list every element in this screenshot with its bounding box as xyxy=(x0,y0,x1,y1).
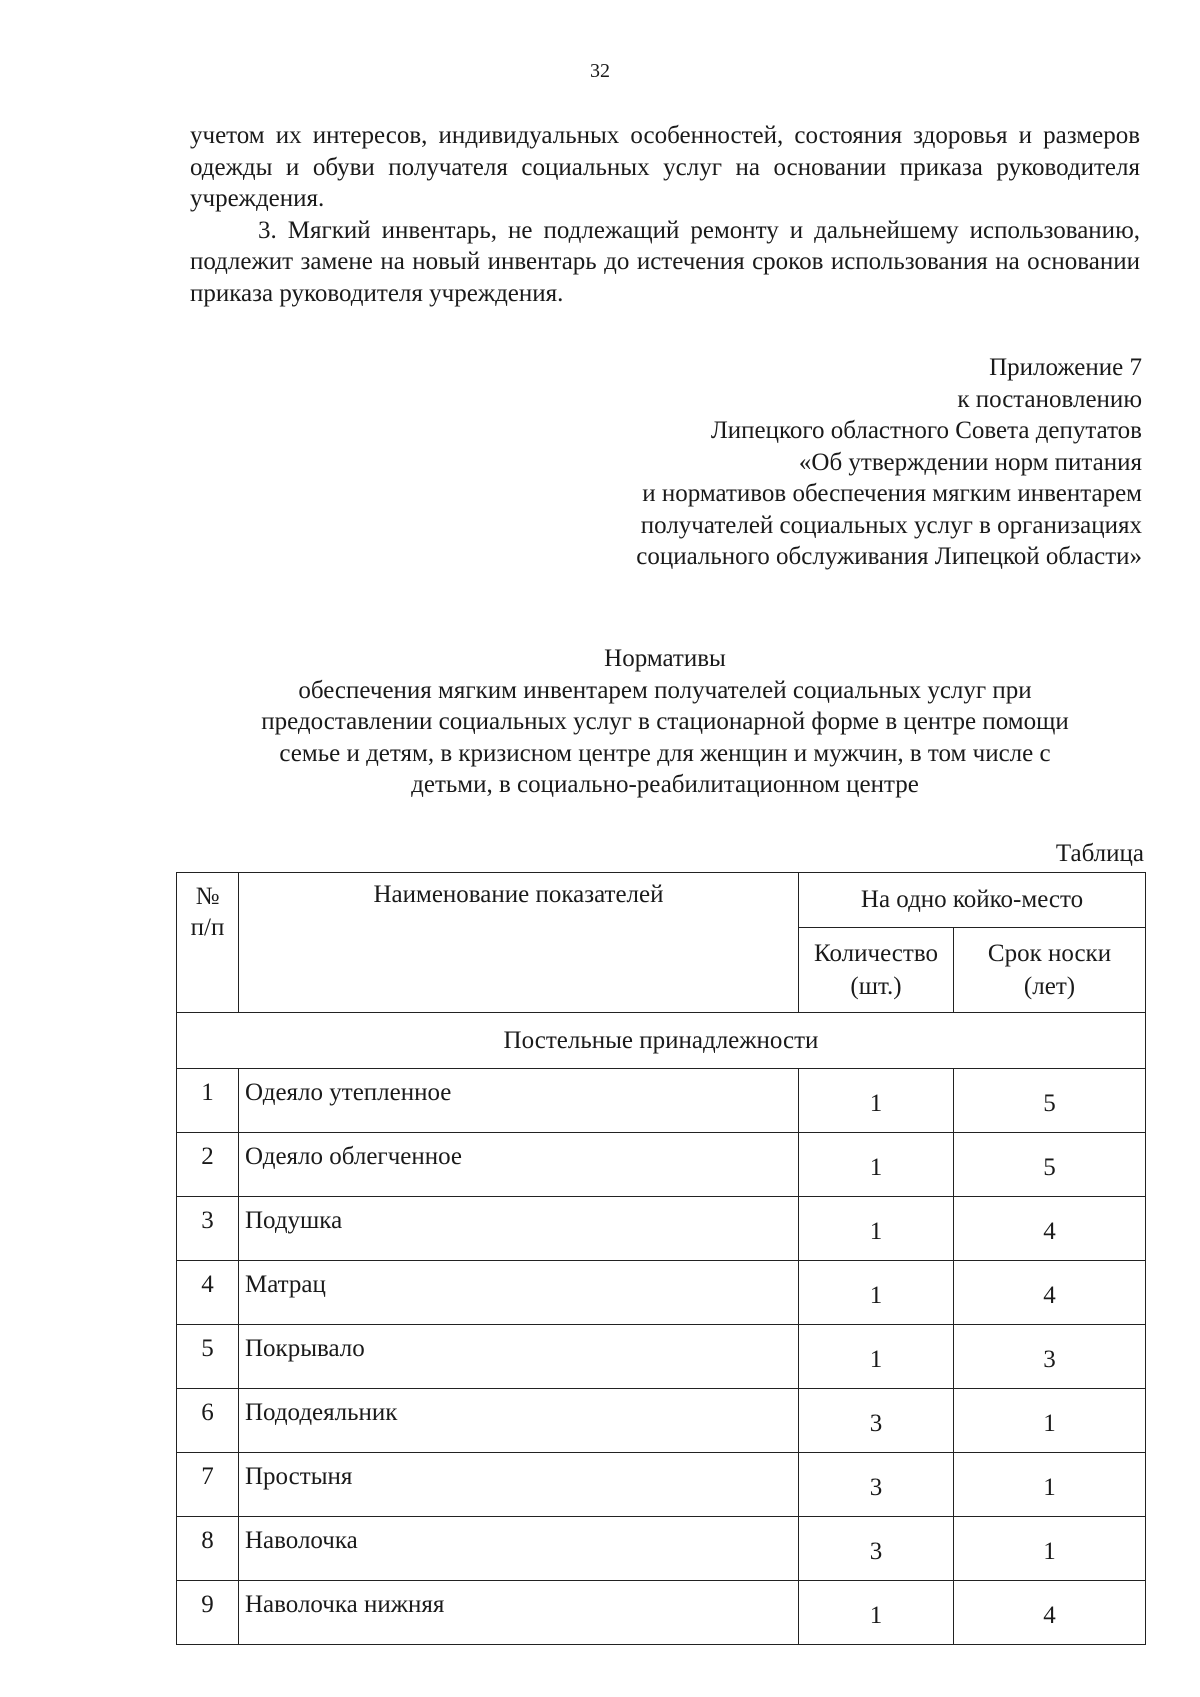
row-number: 1 xyxy=(177,1069,239,1133)
section-title: Постельные принадлежности xyxy=(177,1013,1146,1069)
row-name: Наволочка нижняя xyxy=(239,1581,799,1645)
table-row xyxy=(177,1069,1146,1133)
row-number: 4 xyxy=(177,1261,239,1325)
header-number xyxy=(177,873,239,1013)
row-number: 7 xyxy=(177,1453,239,1517)
title-heading: Нормативы xyxy=(604,645,726,672)
row-quantity: 3 xyxy=(799,1453,954,1517)
row-quantity: 1 xyxy=(799,1069,954,1133)
header-quantity-line2: (шт.) xyxy=(850,973,902,1000)
title-line: семье и детям, в кризисном центре для женщин и мужчин, в том числе с xyxy=(279,739,1051,767)
row-term: 3 xyxy=(954,1325,1146,1389)
row-name: Простыня xyxy=(239,1453,799,1517)
row-quantity: 1 xyxy=(799,1581,954,1645)
appendix-reference xyxy=(442,352,1142,573)
appendix-line: к постановлению xyxy=(957,385,1142,413)
header-name: Наименование показателей xyxy=(239,873,799,1013)
row-name: Покрывало xyxy=(239,1325,799,1389)
appendix-line: социального обслуживания Липецкой области» xyxy=(636,543,1142,570)
row-term: 5 xyxy=(954,1069,1146,1133)
table-row xyxy=(177,1517,1146,1581)
row-quantity: 1 xyxy=(799,1261,954,1325)
row-quantity: 1 xyxy=(799,1325,954,1389)
table-row xyxy=(177,1261,1146,1325)
row-number: 3 xyxy=(177,1197,239,1261)
table-row xyxy=(177,1197,1146,1261)
title-line: предоставлении социальных услуг в стационарной форме в центре помощи xyxy=(261,708,1069,735)
document-title xyxy=(0,643,1200,801)
table-row xyxy=(177,1581,1146,1645)
page-number: 32 xyxy=(590,60,610,82)
row-name: Одеяло облегченное xyxy=(239,1133,799,1197)
section-row xyxy=(177,1013,1146,1069)
header-quantity xyxy=(799,928,954,1013)
appendix-line: «Об утверждении норм питания xyxy=(798,448,1142,476)
header-number-line1: № xyxy=(195,883,220,910)
row-number: 6 xyxy=(177,1389,239,1453)
row-name: Подушка xyxy=(239,1197,799,1261)
row-name: Пододеяльник xyxy=(239,1389,799,1453)
row-number: 5 xyxy=(177,1325,239,1389)
table-caption: Таблица xyxy=(1055,840,1144,867)
appendix-line: Липецкого областного Совета депутатов xyxy=(710,417,1142,444)
row-term: 4 xyxy=(954,1197,1146,1261)
table-row xyxy=(177,1453,1146,1517)
body-text xyxy=(190,120,1140,309)
paragraph-continuation: учетом их интересов, индивидуальных особенностей, состояния здоровья и размеров одежды и обуви получателя социальных услуг на основании приказа руководителя учреждения. xyxy=(190,122,1140,212)
title-line: обеспечения мягким инвентарем получателей социальных услуг при xyxy=(298,676,1032,704)
header-number-line2: п/п xyxy=(190,914,225,941)
table-row xyxy=(177,1133,1146,1197)
row-number: 9 xyxy=(177,1581,239,1645)
row-term: 1 xyxy=(954,1517,1146,1581)
row-term: 1 xyxy=(954,1389,1146,1453)
row-term: 1 xyxy=(954,1453,1146,1517)
appendix-line: и нормативов обеспечения мягким инвентарем xyxy=(642,480,1142,507)
row-quantity: 1 xyxy=(799,1133,954,1197)
row-number: 8 xyxy=(177,1517,239,1581)
table-header-row xyxy=(177,873,1146,928)
row-term: 4 xyxy=(954,1261,1146,1325)
row-number: 2 xyxy=(177,1133,239,1197)
appendix-line: Приложение 7 xyxy=(989,354,1142,381)
row-quantity: 3 xyxy=(799,1389,954,1453)
appendix-line: получателей социальных услуг в организациях xyxy=(640,511,1142,539)
row-term: 5 xyxy=(954,1133,1146,1197)
table-row xyxy=(177,1325,1146,1389)
row-name: Матрац xyxy=(239,1261,799,1325)
header-per-bed: На одно койко-место xyxy=(799,873,1146,928)
header-quantity-line1: Количество xyxy=(814,940,938,967)
row-quantity: 1 xyxy=(799,1197,954,1261)
norms-table xyxy=(176,872,1146,1645)
row-name: Одеяло утепленное xyxy=(239,1069,799,1133)
row-term: 4 xyxy=(954,1581,1146,1645)
header-term xyxy=(954,928,1146,1013)
header-term-line1: Срок носки xyxy=(987,940,1112,967)
paragraph-item-3: 3. Мягкий инвентарь, не подлежащий ремонту и дальнейшему использованию, подлежит замене на новый инвентарь до истечения сроков использования на основании приказа руководителя учреждения. xyxy=(190,216,1140,307)
row-name: Наволочка xyxy=(239,1517,799,1581)
row-quantity: 3 xyxy=(799,1517,954,1581)
title-line: детьми, в социально-реабилитационном центре xyxy=(411,771,919,798)
header-term-line2: (лет) xyxy=(1023,973,1076,1000)
table-row xyxy=(177,1389,1146,1453)
